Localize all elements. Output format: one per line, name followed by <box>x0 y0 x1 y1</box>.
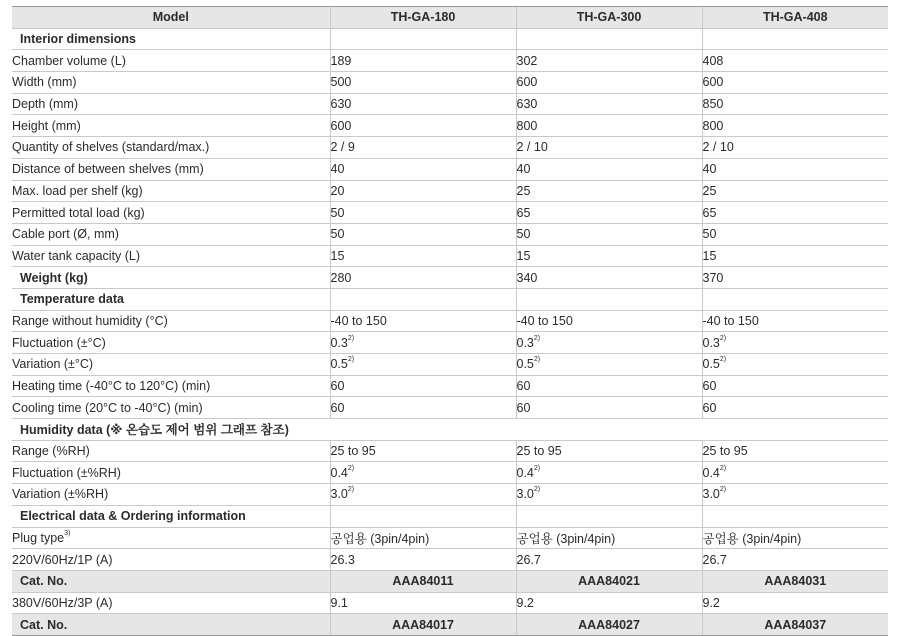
cell-value: -40 to 150 <box>516 310 702 332</box>
table-row <box>12 223 888 245</box>
cell-value: 65 <box>702 202 888 224</box>
cell-value: 40 <box>702 158 888 180</box>
cell-value: 50 <box>330 223 516 245</box>
row-label: Cooling time (20°C to -40°C) (min) <box>12 397 330 419</box>
section-title: Interior dimensions <box>12 28 330 50</box>
table-row <box>12 180 888 202</box>
cell-value: 9.1 <box>330 592 516 614</box>
cell-value: 15 <box>330 245 516 267</box>
cell-value: 3.0$^{2)}$ <box>330 484 516 506</box>
row-label: Weight (kg) <box>12 267 330 289</box>
cell-value: 공업용 (3pin/4pin) <box>702 527 888 549</box>
row-label: Heating time (-40°C to 120°C) (min) <box>12 375 330 397</box>
cell-value: 0.3$^{2)}$ <box>702 332 888 354</box>
footnote-mark: 2) <box>719 486 727 494</box>
cell-value: 600 <box>330 115 516 137</box>
cell-value: 25 to 95 <box>702 440 888 462</box>
table-row <box>12 202 888 224</box>
cell-value: 0.3$^{2)}$ <box>330 332 516 354</box>
footnote-mark: 2) <box>533 356 541 364</box>
cell-value: 3.0$^{2)}$ <box>516 484 702 506</box>
table-row <box>12 310 888 332</box>
cell-value: 2 / 9 <box>330 137 516 159</box>
cell-value: 0.4$^{2)}$ <box>702 462 888 484</box>
table-row <box>12 245 888 267</box>
cell-value: 60 <box>702 375 888 397</box>
row-label: Fluctuation (±°C) <box>12 332 330 354</box>
table-row <box>12 137 888 159</box>
footnote-mark: 2) <box>347 464 355 472</box>
cell-value: 0.3$^{2)}$ <box>516 332 702 354</box>
cell-value: 600 <box>702 72 888 94</box>
footnote-mark: 2) <box>533 486 541 494</box>
section-humidity <box>12 419 888 441</box>
cell-value: -40 to 150 <box>330 310 516 332</box>
row-label: Max. load per shelf (kg) <box>12 180 330 202</box>
cell-value: 26.7 <box>516 549 702 571</box>
footnote-mark: 2) <box>533 464 541 472</box>
cell-value: 0.4$^{2)}$ <box>516 462 702 484</box>
table-row <box>12 462 888 484</box>
cell-value: 2 / 10 <box>702 137 888 159</box>
table-row <box>12 354 888 376</box>
row-label: Width (mm) <box>12 72 330 94</box>
footnote-mark: 2) <box>719 334 727 342</box>
cell-value: 25 to 95 <box>516 440 702 462</box>
row-label: Cat. No. <box>12 570 330 592</box>
cell-value: 302 <box>516 50 702 72</box>
cell-value: 370 <box>702 267 888 289</box>
row-label: Height (mm) <box>12 115 330 137</box>
catalog-number: AAA84031 <box>702 570 888 592</box>
header-row <box>12 7 888 29</box>
row-label: Permitted total load (kg) <box>12 202 330 224</box>
table-row <box>12 440 888 462</box>
table-row <box>12 549 888 571</box>
table-row <box>12 158 888 180</box>
cell-value: 800 <box>702 115 888 137</box>
catalog-number: AAA84037 <box>702 614 888 636</box>
table-row <box>12 397 888 419</box>
section-electrical <box>12 505 888 527</box>
cell-value: 0.5$^{2)}$ <box>702 354 888 376</box>
cell-value: 20 <box>330 180 516 202</box>
cell-value: 26.7 <box>702 549 888 571</box>
cell-value: 15 <box>702 245 888 267</box>
catalog-number: AAA84011 <box>330 570 516 592</box>
table-row <box>12 115 888 137</box>
table-row <box>12 592 888 614</box>
cell-value: 26.3 <box>330 549 516 571</box>
catalog-number: AAA84017 <box>330 614 516 636</box>
footnote-mark: 2) <box>347 356 355 364</box>
model-name: TH-GA-300 <box>516 7 702 29</box>
row-label: Variation (±°C) <box>12 354 330 376</box>
cell-value: 0.5$^{2)}$ <box>330 354 516 376</box>
cell-value: 3.0$^{2)}$ <box>702 484 888 506</box>
section-title: Humidity data (※ 온습도 제어 범위 그래프 참조) <box>12 419 888 441</box>
cell-value: 공업용 (3pin/4pin) <box>516 527 702 549</box>
cell-value: 25 to 95 <box>330 440 516 462</box>
cell-value: 0.4$^{2)}$ <box>330 462 516 484</box>
row-label: Range (%RH) <box>12 440 330 462</box>
row-label: Water tank capacity (L) <box>12 245 330 267</box>
cell-value: 0.5$^{2)}$ <box>516 354 702 376</box>
cell-value: 800 <box>516 115 702 137</box>
cell-value: 189 <box>330 50 516 72</box>
cat-no-row <box>12 614 888 636</box>
row-label: Quantity of shelves (standard/max.) <box>12 137 330 159</box>
cell-value: -40 to 150 <box>702 310 888 332</box>
cell-value: 9.2 <box>702 592 888 614</box>
table-row <box>12 484 888 506</box>
footnote-mark: 2) <box>533 334 541 342</box>
section-interior <box>12 28 888 50</box>
cell-value: 25 <box>702 180 888 202</box>
cell-value: 2 / 10 <box>516 137 702 159</box>
cell-value: 60 <box>330 375 516 397</box>
spec-table <box>12 6 888 636</box>
row-label: Variation (±%RH) <box>12 484 330 506</box>
footnote-mark: 2) <box>347 334 355 342</box>
cell-value: 280 <box>330 267 516 289</box>
table-row <box>12 332 888 354</box>
section-title: Temperature data <box>12 288 330 310</box>
cell-value: 340 <box>516 267 702 289</box>
catalog-number: AAA84027 <box>516 614 702 636</box>
footnote-mark: 3) <box>64 529 71 537</box>
cell-value: 50 <box>702 223 888 245</box>
cell-value: 65 <box>516 202 702 224</box>
cell-value: 408 <box>702 50 888 72</box>
cell-value: 9.2 <box>516 592 702 614</box>
cell-value: 40 <box>330 158 516 180</box>
table-row <box>12 93 888 115</box>
table-row <box>12 375 888 397</box>
cell-value: 630 <box>516 93 702 115</box>
cell-value: 500 <box>330 72 516 94</box>
table-row <box>12 527 888 549</box>
table-row <box>12 50 888 72</box>
cell-value: 공업용 (3pin/4pin) <box>330 527 516 549</box>
row-label: 380V/60Hz/3P (A) <box>12 592 330 614</box>
cell-value: 50 <box>330 202 516 224</box>
row-label: Depth (mm) <box>12 93 330 115</box>
model-name: TH-GA-408 <box>702 7 888 29</box>
cell-value: 60 <box>516 397 702 419</box>
row-label: Range without humidity (°C) <box>12 310 330 332</box>
model-name: TH-GA-180 <box>330 7 516 29</box>
cell-value: 850 <box>702 93 888 115</box>
cat-no-row <box>12 570 888 592</box>
footnote-mark: 2) <box>719 464 727 472</box>
cell-value: 630 <box>330 93 516 115</box>
row-label: Chamber volume (L) <box>12 50 330 72</box>
weight-row <box>12 267 888 289</box>
cell-value: 15 <box>516 245 702 267</box>
cell-value: 50 <box>516 223 702 245</box>
cell-value: 25 <box>516 180 702 202</box>
cell-value: 60 <box>516 375 702 397</box>
cell-value: 60 <box>330 397 516 419</box>
table-row <box>12 72 888 94</box>
row-label: 220V/60Hz/1P (A) <box>12 549 330 571</box>
section-title: Electrical data & Ordering information <box>12 505 330 527</box>
footnote-mark: 2) <box>719 356 727 364</box>
catalog-number: AAA84021 <box>516 570 702 592</box>
model-header: Model <box>12 7 330 29</box>
section-temperature <box>12 288 888 310</box>
row-label: Distance of between shelves (mm) <box>12 158 330 180</box>
row-label: Plug type$^{3)}$ <box>12 527 330 549</box>
row-label: Cable port (Ø, mm) <box>12 223 330 245</box>
cell-value: 600 <box>516 72 702 94</box>
row-label: Cat. No. <box>12 614 330 636</box>
footnote-mark: 2) <box>347 486 355 494</box>
cell-value: 60 <box>702 397 888 419</box>
cell-value: 40 <box>516 158 702 180</box>
row-label: Fluctuation (±%RH) <box>12 462 330 484</box>
